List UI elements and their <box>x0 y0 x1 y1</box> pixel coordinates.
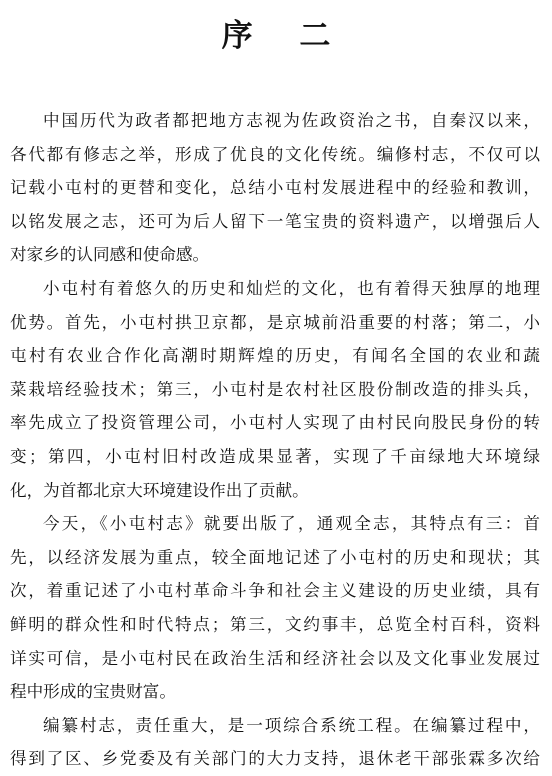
text-line: 小屯村有着悠久的历史和灿烂的文化，也有着得天独厚的地理 <box>43 278 540 298</box>
text-line: 中国历代为政者都把地方志视为佐政资治之书，自秦汉以来， <box>43 111 540 130</box>
paragraph-4 <box>10 709 540 776</box>
body-text <box>10 104 540 776</box>
paragraph-3 <box>10 507 540 709</box>
text-line: 程中形成的宝贵财富。 <box>10 682 176 702</box>
text-line: 化，为首都北京大环境建设作出了贡献。 <box>10 480 309 500</box>
text-line: 详实可信，是小屯村民在政治生活和经济社会以及文化事业发展过 <box>10 648 540 668</box>
text-line: 各代都有修志之举，形成了优良的文化传统。编修村志，不仅可以 <box>10 144 540 164</box>
text-line: 今天，《小屯村志》就要出版了，通观全志，其特点有三：首 <box>43 514 540 534</box>
paragraph-1 <box>10 104 540 272</box>
text-line: 鲜明的群众性和时代特点；第三，文约事丰，总览全村百科，资料 <box>10 614 540 634</box>
text-line: 编纂村志，责任重大，是一项综合系统工程。在编纂过程中， <box>43 715 540 735</box>
text-line: 对家乡的认同感和使命感。 <box>10 245 210 265</box>
text-line: 优势。首先，小屯村拱卫京都，是京城前沿重要的村落；第二，小 <box>10 312 540 332</box>
text-line: 屯村有农业合作化高潮时期辉煌的历史，有闻名全国的农业和蔬 <box>10 346 540 366</box>
page-title: 序 二 <box>221 18 349 54</box>
text-line: 菜栽培经验技术；第三，小屯村是农村社区股份制改造的排头兵， <box>10 379 540 399</box>
text-line: 以铭发展之志，还可为后人留下一笔宝贵的资料遗产，以增强后人 <box>10 211 540 231</box>
text-line: 率先成立了投资管理公司，小屯村人实现了由村民向股民身份的转 <box>10 413 540 433</box>
text-line: 先，以经济发展为重点，较全面地记述了小屯村的历史和现状；其 <box>10 547 540 567</box>
text-line: 次，着重记述了小屯村革命斗争和社会主义建设的历史业绩，具有 <box>10 581 540 601</box>
text-line: 变；第四，小屯村旧村改造成果显著，实现了千亩绿地大环境绿 <box>10 446 540 466</box>
text-line: 得到了区、乡党委及有关部门的大力支持，退休老干部张霖多次给 <box>10 749 540 769</box>
paragraph-2 <box>10 272 540 507</box>
text-line: 记载小屯村的更替和变化，总结小屯村发展进程中的经验和教训， <box>10 178 540 198</box>
